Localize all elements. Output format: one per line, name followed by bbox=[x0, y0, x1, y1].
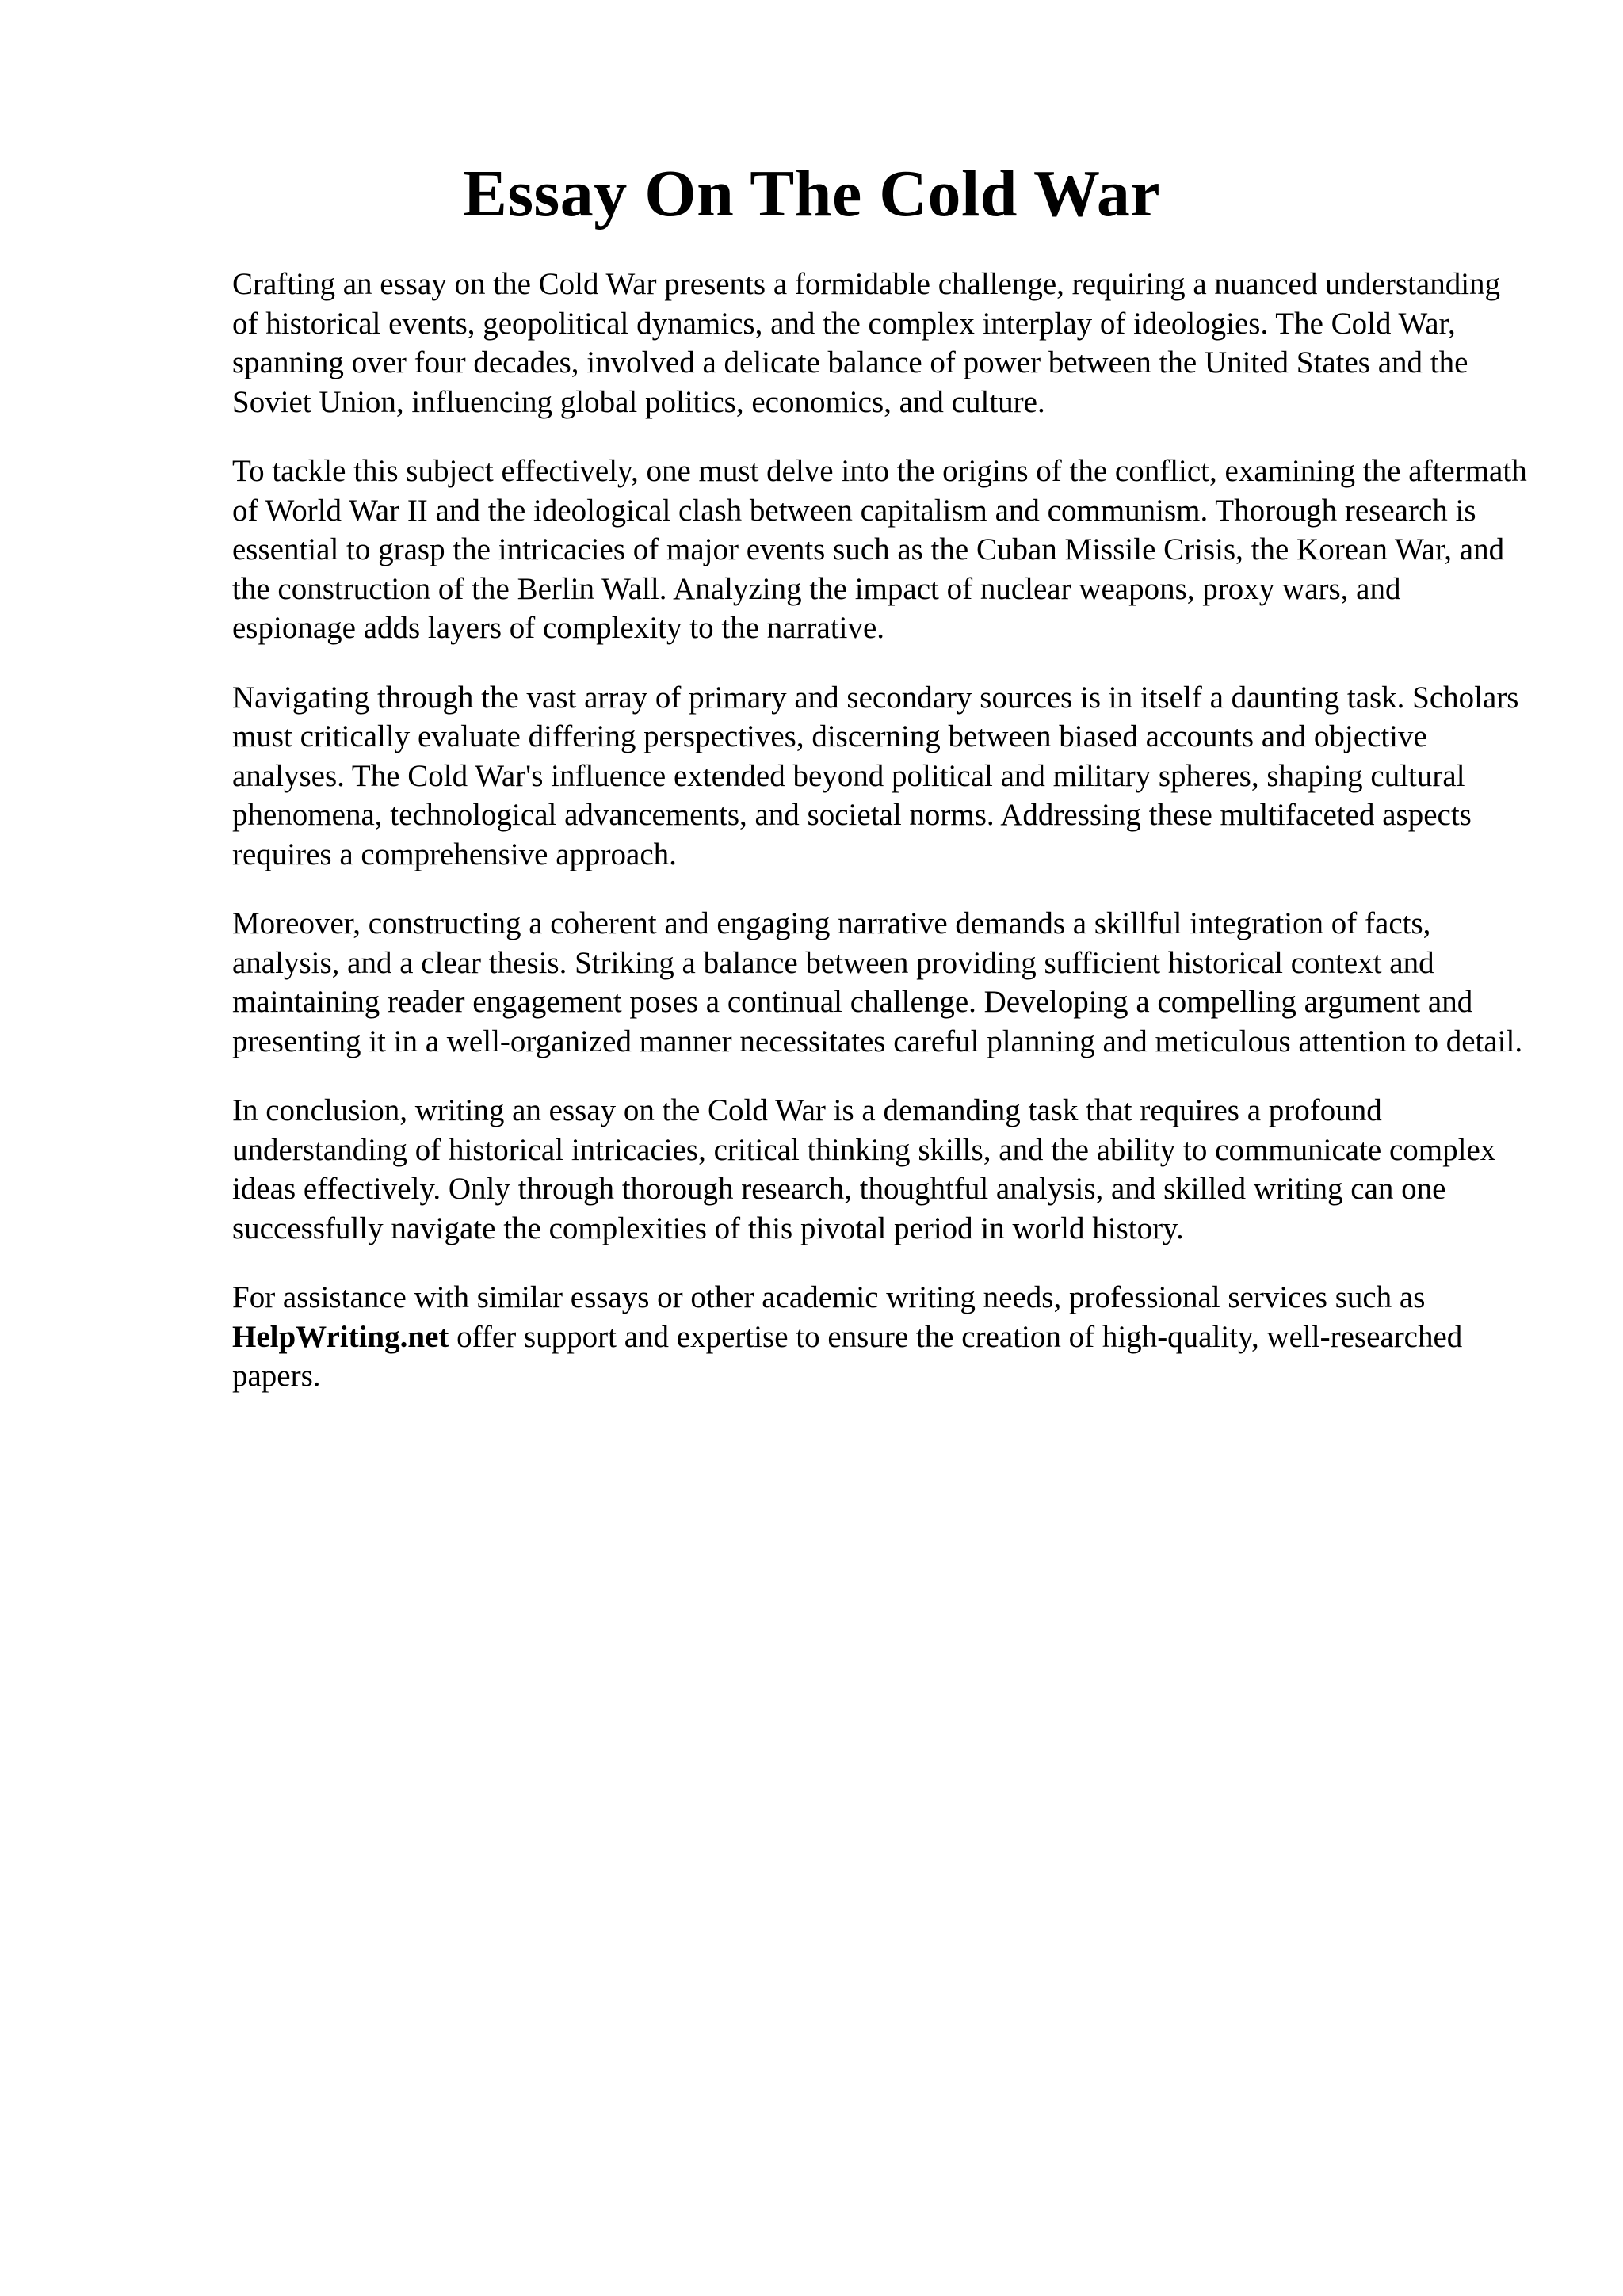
paragraph-closing bbox=[232, 1278, 1532, 1396]
closing-text-before: For assistance with similar essays or other academic writing needs, professional services such as bbox=[232, 1280, 1426, 1314]
closing-text-after: offer support and expertise to ensure the creation of high-quality, well-researched papers. bbox=[232, 1319, 1463, 1393]
document-body bbox=[232, 265, 1532, 1426]
paragraph-conclusion: In conclusion, writing an essay on the Cold War is a demanding task that requires a profound understanding of historical intricacies, critical thinking skills, and the ability to communicate complex ideas effectively. Only through thorough research, thoughtful analysis, and skilled writing can one successfully navigate the complexities of this pivotal period in world history. bbox=[232, 1093, 1496, 1245]
paragraph-intro: Crafting an essay on the Cold War presents a formidable challenge, requiring a nuanced understanding of historical events, geopolitical dynamics, and the complex interplay of ideologies. The Cold War, spanning over four decades, involved a delicate balance of power between the United States and the Soviet Union, influencing global politics, economics, and culture. bbox=[232, 267, 1501, 419]
paragraph-sources: Navigating through the vast array of primary and secondary sources is in itself a daunting task. Scholars must critically evaluate differing perspectives, discerning between biased accounts and objective analyses. The Cold War's influence extended beyond political and military spheres, shaping cultural phenomena, technological advancements, and societal norms. Addressing these multifaceted aspects requires a comprehensive approach. bbox=[232, 680, 1519, 871]
paragraph-narrative: Moreover, constructing a coherent and engaging narrative demands a skillful integration of facts, analysis, and a clear thesis. Striking a balance between providing sufficient historical context and maintaining reader engagement poses a continual challenge. Developing a compelling argument and presenting it in a well-organized manner necessitates careful planning and meticulous attention to detail. bbox=[232, 906, 1523, 1058]
document-title: Essay On The Cold War bbox=[462, 157, 1161, 231]
paragraph-origins: To tackle this subject effectively, one must delve into the origins of the conflict, examining the aftermath of World War II and the ideological clash between capitalism and communism. Thorough research is essential to grasp the intricacies of major events such as the Cuban Missile Crisis, the Korean War, and the construction of the Berlin Wall. Analyzing the impact of nuclear weapons, proxy wars, and espionage adds layers of complexity to the narrative. bbox=[232, 454, 1527, 645]
brand-name: HelpWriting.net bbox=[232, 1319, 449, 1354]
